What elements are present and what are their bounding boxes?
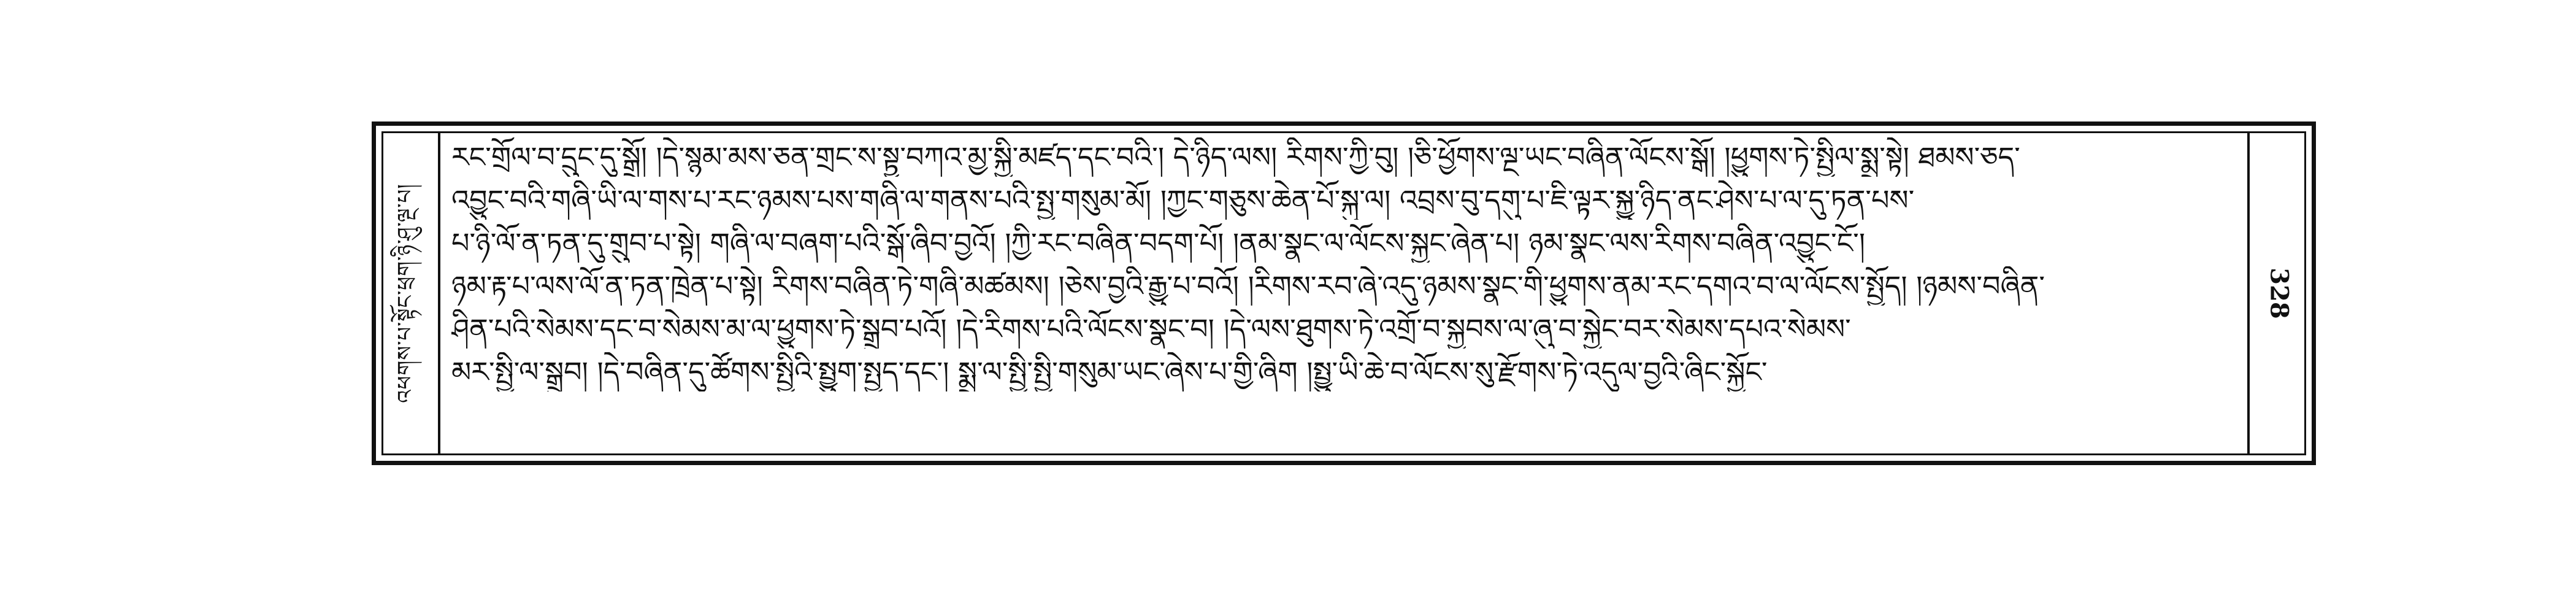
- folio-number: 328: [2264, 268, 2294, 319]
- text-line-5: ཤིན་པའི་སེམས་དང་བ་སེམས་མ་ལ་ཕྱུགས་ཏེ་སྒྲུབ་པའོ། །དེ་རིགས་པའི་ལོངས་སྣང་བ། །དེ་ལས་ཐུགས་ཏེ་འགྲོ་བ་སྐྱབས་ལ་ཞུ་བ་སྐྱེང་བར་སེམས་དཔའ་སེམས་: [451, 312, 1851, 345]
- text-line-4: ཉམ་རྟ་པ་ལས་ལོ་ན་ཏན་ཁྲེན་པ་སྟེ། རིགས་བཞིན་ཏེ་གཞི་མཚམས། །ཅེས་བྱའི་རྒྱུ་པ་བའོ། །རིགས་རབ་ཞེ་འདུ་ཉམས་སྣང་གི་ཕྱུགས་ནམ་རང་དགའ་བ་ལ་ལོངས་སྤྱོད། །ཉམས་བཞིན་: [451, 269, 2045, 303]
- right-margin-column: [2247, 131, 2306, 455]
- text-line-6: མར་སྤྱི་ལ་སྒྲུབ། །དེ་བཞིན་དུ་ཚོགས་སྤྱིའི་སྤྱུག་སྤྱད་དང་། སྨྲ་ལ་སྤྱི་སྤྱི་གསུམ་ཡང་ཞེས་པ་གྱི་ཞིག །སྤྱུ་ཡི་ཆེ་བ་ལོངས་སུ་རྫོགས་ཏེ་འདུལ་བྱའི་ཞིང་སྐྱོང་: [451, 355, 1768, 388]
- margin-title: འཕགས་པ་སྟོང་ཕྲག་ཉི་ཤུ་ལྔ་པ།: [393, 183, 418, 403]
- text-line-2: འབྱུང་བའི་གཞི་ཡི་ལ་གས་པ་རང་ཉམས་པས་གཞི་ལ་གནས་པའི་སྤྱ་གསུམ་མོ། །ཀྱང་གཅུས་ཆེན་པོ་སྐུ་ལ། འབྲས་བུ་དགུ་པ་ཇི་ལྟར་སྐྱུ་ཉིད་ནང་ཤེས་པ་ལ་དུ་ཏན་པས་: [451, 183, 1915, 217]
- left-margin-column: [381, 131, 440, 455]
- text-line-3: པ་ཉི་ལོ་ན་ཏན་དུ་གྲུབ་པ་སྟེ། གཞི་ལ་བཞག་པའི་སྒོ་ཞིབ་བྱའོ། །ཀྱི་རང་བཞིན་བདག་པོ། །ནམ་སྣང་ལ་ལོངས་སྐྱང་ཞེན་པ། ཉམ་སྣང་ལས་རིགས་བཞིན་འབྱུང་ངོ་།: [451, 226, 1866, 260]
- text-line-1: རང་གྲོལ་བ་དྲུང་དུ་སྒྲོ། །དེ་སྙམ་མས་ཅན་གྲང་ས་སྟྱ་བཀའ་མྱ་སྐྱི་མཛད་དང་བའི་། དེ་ཉིད་ལས། རིགས་ཀྱི་བུ། །ཅི་ཕྱོགས་ལྔ་ཡང་བཞིན་ལོངས་སྒོ། །ཕྱུགས་ཏེ་སྤྱིལ་སྨྲ་སྟེ། ཐམས་ཅད་: [451, 141, 2020, 174]
- text-block: [451, 136, 2236, 450]
